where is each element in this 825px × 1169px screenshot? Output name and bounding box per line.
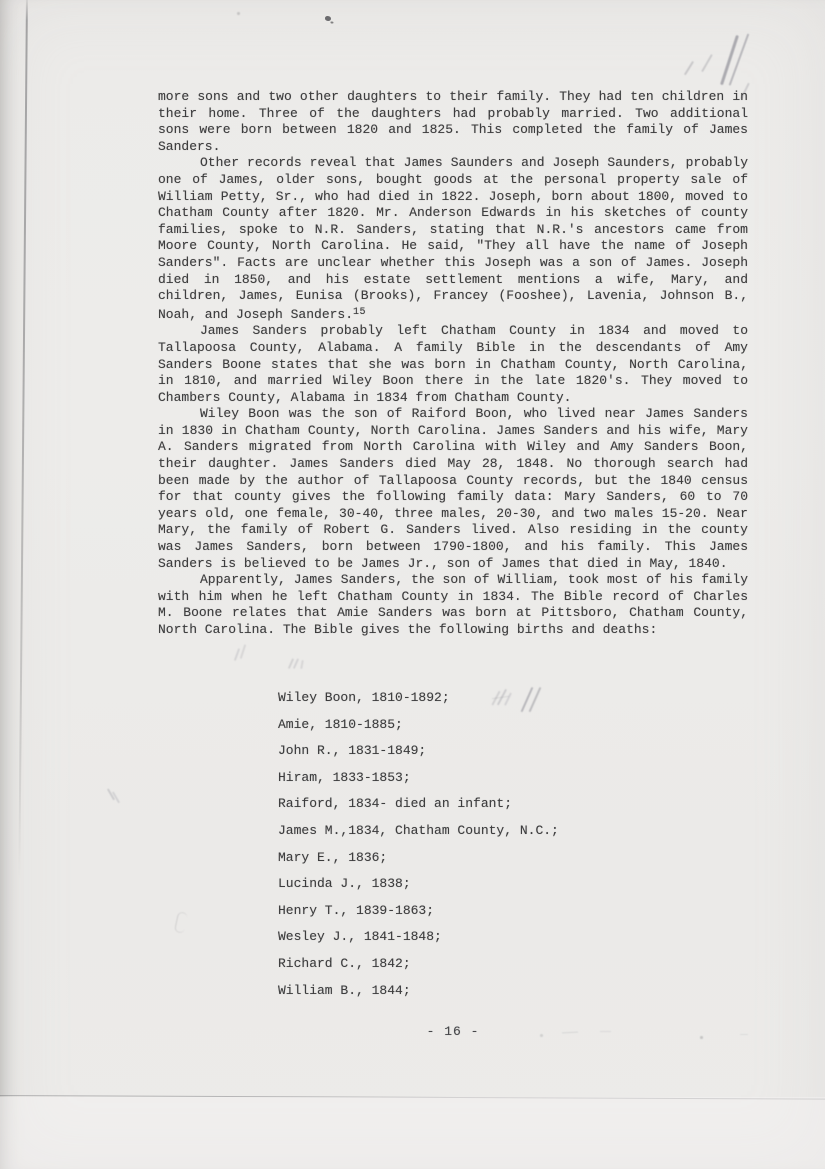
bible-record-entry: Hiram, 1833-1853; bbox=[278, 769, 411, 785]
pencil-marks-mid bbox=[290, 658, 312, 674]
bible-births-deaths-list bbox=[278, 685, 698, 1004]
bible-record-entry: Wesley J., 1841-1848; bbox=[278, 929, 442, 945]
bible-record-entry: Amie, 1810-1885; bbox=[278, 716, 403, 732]
paragraph-wiley-boon: Wiley Boon was the son of Raiford Boon, who lived near James Sanders in 1830 in Chatham County, North Carolina. James Sanders and his wife, Mary A. Sanders migrated from North Carolina with Wiley and Amy Sanders Boon, their daughter. James Sanders died May 28, 1848. No thorough search had been made by the author of Tallapoosa County records, but the 1840 census for that county gives the following family data: Mary Sanders, 60 to 70 years old, one female, 30-40, three males, 20-30, and two males 15-20. Near Mary, the family of Robert G. Sanders lived. Also residing in the county was James Sanders, born between 1790-1800, and his family. This James Sanders is believed to be James Jr., son of James that died in May, 1840. bbox=[158, 406, 748, 571]
ink-speck-mark bbox=[325, 16, 331, 21]
scan-horizontal-line-artifact bbox=[0, 1095, 825, 1100]
faint-speck bbox=[237, 12, 240, 15]
paragraph-other-records bbox=[158, 155, 748, 323]
document-body-text bbox=[158, 89, 748, 639]
bible-record-entry: John R., 1831-1849; bbox=[278, 743, 427, 759]
scan-vertical-line-artifact bbox=[18, 0, 28, 879]
pencil-smudge bbox=[174, 911, 188, 934]
pencil-marks-left bbox=[236, 640, 256, 664]
paragraph-continuation: more sons and two other daughters to their family. They had ten children in their home. Three of the daughters had probably married. Two additional sons were born between 1820 and 1825. This completed the family of James Sanders. bbox=[158, 89, 748, 154]
pencil-backslash-marks bbox=[110, 788, 124, 808]
bible-record-entry: Wiley Boon, 1810-1892; bbox=[278, 690, 450, 705]
scan-tone-band bbox=[0, 1097, 825, 1169]
bible-record-entry: Raiford, 1834- died an infant; bbox=[278, 796, 513, 812]
bible-record-entry: James M.,1834, Chatham County, N.C.; bbox=[278, 822, 559, 838]
footnote-reference: 15 bbox=[353, 306, 367, 318]
bible-record-entry: Richard C., 1842; bbox=[278, 955, 411, 971]
bible-record-entry: Mary E., 1836; bbox=[278, 849, 388, 865]
paragraph-james-sanders-move: James Sanders probably left Chatham County in 1834 and moved to Tallapoosa County, Alabama. A family Bible in the descendants of Amy Sanders Boone states that she was born in Chatham County, North Carolina, in 1810, and married Wiley Boon there in the late 1820's. They moved to Chambers County, Alabama in 1834 from Chatham County. bbox=[158, 323, 748, 405]
paragraph-text: Other records reveal that James Saunders and Joseph Saunders, probably one of James, older sons, bought goods at the personal property sale of William Petty, Sr., who had died in 1822. Joseph, born about 1800, moved to Chatham County after 1820. Mr. Anderson Edwards in his sketches of county families, spoke to N.R. Sanders, stating that N.R.'s ancestors came from Moore County, North Carolina. He said, "They all have the name of Joseph Sanders". Facts are unclear whether this Joseph was a son of James. Joseph died in 1850, and his estate settlement mentions a wife, Mary, and children, James, Eunisa (Brooks), Francey (Fooshee), Lavenia, Johnson B., Noah, and Joseph Sanders. bbox=[158, 155, 748, 322]
bible-record-entry: William B., 1844; bbox=[278, 982, 411, 998]
paragraph-apparently: Apparently, James Sanders, the son of William, took most of his family with him when he left Chatham County in 1834. The Bible record of Charles M. Boone relates that Amie Sanders was born at Pittsboro, Chatham County, North Carolina. The Bible gives the following births and deaths: bbox=[158, 572, 748, 637]
bible-record-entry: Henry T., 1839-1863; bbox=[278, 902, 435, 918]
page-number: - 16 - bbox=[426, 1024, 480, 1039]
bible-record-entry: Lucinda J., 1838; bbox=[278, 876, 411, 892]
